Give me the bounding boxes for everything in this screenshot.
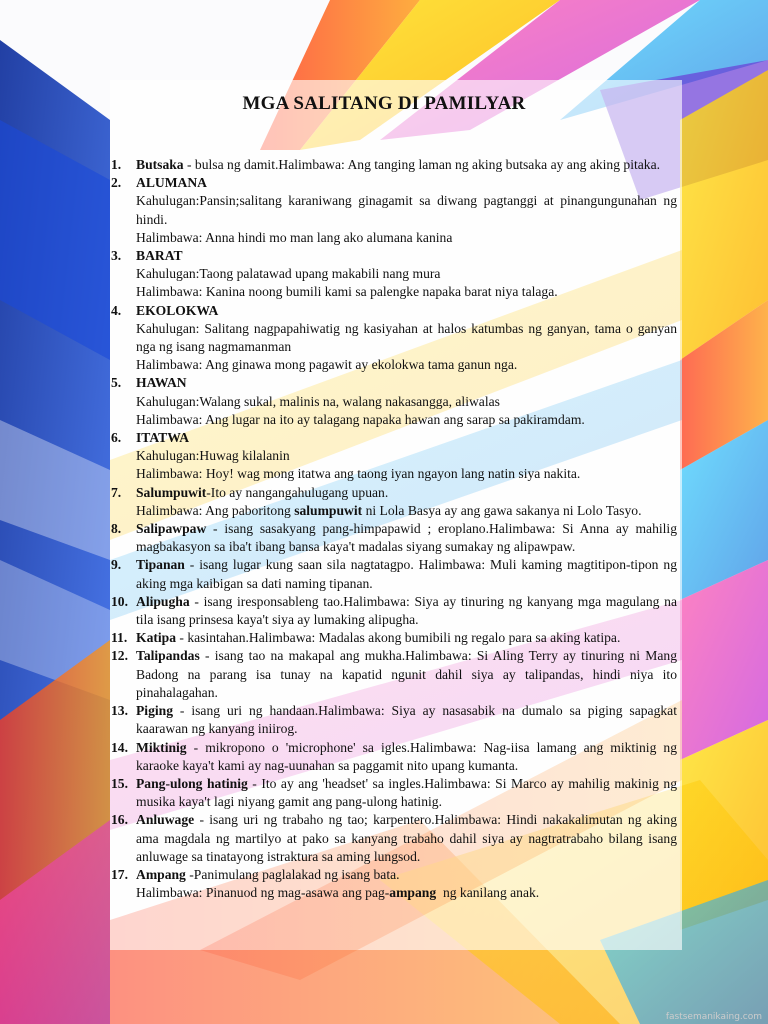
term-halimbawa: Halimbawa: Ang ginawa mong pagawit ay ekolokwa tama ganun nga. (136, 357, 518, 373)
term-text: -Ito ay nangangahulugang upuan. (206, 484, 389, 500)
term-word: EKOLOKWA (136, 302, 219, 318)
list-item: 9. Tipanan - isang lugar kung saan sila nagtatagpo. Halimbawa: Muli kaming magtitipon-tipon ng aking mga kaibigan sa dati naming tipanan. (111, 557, 677, 591)
term-text: - isang iresponsableng tao.Halimbawa: Siya ay tinuring ng kanyang mga magulang na tila isang prinsesa kaya't siya ay lumaking alipugha. (136, 593, 677, 628)
list-item: 15. Pang-ulong hatinig - Ito ay ang 'headset' sa ingles.Halimbawa: Si Marco ay mahilig makinig ng musika kaya't lagi niyang gamit ang pang-ulong hatinig. (111, 775, 678, 810)
document-title: MGA SALITANG DI PAMILYAR (242, 93, 526, 114)
term-word: Tipanan (136, 557, 185, 573)
term-word: HAWAN (136, 375, 187, 391)
list-item: 2. ALUMANA Kahulugan:Pansin;salitang karaniwang ginagamit sa diwang pagtanggi at pinangungunahan ng hindi. Halimbawa: Anna hindi mo man lang ako alumana kanina (111, 174, 677, 247)
term-list (111, 156, 677, 902)
term-word: Talipandas (136, 648, 200, 664)
list-item: 6. ITATWA Kahulugan:Huwag kilalanin Halimbawa: Hoy! wag mong itatwa ang taong iyan ngayon lang natin siya nakita. (111, 429, 677, 484)
list-item: 17. Ampang -Panimulang paglalakad ng isang bata. Halimbawa: Pinanuod ng mag-asawa ang pag-ampang ng kanilang anak. (111, 866, 677, 902)
term-text: - isang tao na makapal ang mukha.Halimbawa: Si Aling Terry ay tinuring ni Mang Badong na parang isa tunay na kapatid ngunit dahil siya ay talipandas, hindi niya ito pinahalagahan. (136, 648, 677, 700)
list-item: 16. Anluwage - isang uri ng trabaho ng tao; karpentero.Halimbawa: Hindi nakakalimutan ng aking ama magdala ng martilyo at pako sa kanyang trabaho dahil siya ay nagtratrabaho bilang isang anluwage sa tinatayong istraktura sa aming lungsod. (111, 812, 677, 864)
term-text: - kasintahan.Halimbawa: Madalas akong bumibili ng regalo para sa aking katipa. (176, 630, 621, 646)
term-word: ITATWA (136, 430, 190, 446)
term-word: Pang-ulong hatinig (136, 775, 248, 791)
term-word: Ampang (136, 866, 186, 882)
term-word: BARAT (136, 248, 183, 264)
term-word: ALUMANA (136, 175, 207, 191)
term-word: Piging (136, 703, 174, 719)
term-word: Miktinig (136, 739, 187, 755)
term-word: Alipugha (136, 593, 190, 609)
list-item: 10. Alipugha - isang iresponsableng tao.Halimbawa: Siya ay tinuring ng kanyang mga magulang na tila isang prinsesa kaya't siya ay lumaking alipugha. (111, 593, 677, 628)
list-item: 12. Talipandas - isang tao na makapal ang mukha.Halimbawa: Si Aling Terry ay tinuring ni Mang Badong na parang isa tunay na kapatid ngunit dahil siya ay talipandas, hindi niya ito pinahalagahan. (111, 648, 677, 700)
term-text: - Ito ay ang 'headset' sa ingles.Halimbawa: Si Marco ay mahilig makinig ng musika kaya't lagi niyang gamit ang pang-ulong hatinig. (136, 775, 678, 810)
term-halimbawa: Halimbawa: Hoy! wag mong itatwa ang taong iyan ngayon lang natin siya nakita. (136, 466, 581, 482)
term-word: Butsaka (136, 157, 184, 172)
term-text: - isang lugar kung saan sila nagtatagpo. Halimbawa: Muli kaming magtitipon-tipon ng aking mga kaibigan sa dati naming tipanan. (136, 557, 677, 591)
term-kahulugan: Kahulugan:Huwag kilalanin (136, 448, 290, 464)
term-text: - mikropono o 'microphone' sa igles.Halimbawa: Nag-iisa lamang ang miktinig ng karaoke kaya't kami ay nag-uunahan sa paggamit nito upang kumanta. (136, 739, 677, 773)
term-kahulugan: Kahulugan:Pansin;salitang karaniwang ginagamit sa diwang pagtanggi at pinangungunahan ng hindi. (136, 193, 677, 227)
term-word: Katipa (136, 630, 177, 646)
term-word: Salipawpaw (136, 521, 207, 537)
term-halimbawa: Halimbawa: Kanina noong bumili kami sa palengke napaka barat niya talaga. (136, 284, 558, 300)
term-text: - isang uri ng trabaho ng tao; karpentero.Halimbawa: Hindi nakakalimutan ng aking ama magdala ng martilyo at pako sa kanyang trabaho dahil siya ay nagtratrabaho bilang isang anluwage sa tinatayong istraktura sa aming lungsod. (136, 812, 677, 864)
watermark-text: fastsemanikaing.com (665, 1012, 762, 1022)
term-text: -Panimulang paglalakad ng isang bata. (185, 866, 400, 882)
list-item: 5. HAWAN Kahulugan:Walang sukal, malinis na, walang nakasangga, aliwalas Halimbawa: Ang lugar na ito ay talagang napaka hawan ang sarap sa pakiramdam. (111, 374, 677, 429)
list-item: 8. Salipawpaw - isang sasakyang pang-himpapawid ; eroplano.Halimbawa: Si Anna ay mahilig magbakasyon sa iba't ibang bansa kaya't madalas siyang sumakay ng alipawpaw. (111, 521, 677, 555)
term-halimbawa: Halimbawa: Anna hindi mo man lang ako alumana kanina (136, 229, 453, 245)
list-item: 1. Butsaka - bulsa ng damit.Halimbawa: Ang tanging laman ng aking butsaka ay ang aking pitaka. (111, 157, 661, 172)
term-text: - isang uri ng handaan.Halimbawa: Siya ay nasasabik na dumalo sa piging sapagkat kaarawan ng kanyang iniirog. (136, 703, 677, 737)
term-kahulugan: Kahulugan: Salitang nagpapahiwatig ng kasiyahan at halos katumbas ng ganyan, tama o ganyan nga ng isang nagmamanman (136, 320, 677, 355)
list-item: 13. Piging - isang uri ng handaan.Halimbawa: Siya ay nasasabik na dumalo sa piging sapagkat kaarawan ng kanyang iniirog. (111, 703, 677, 737)
term-halimbawa: Halimbawa: Pinanuod ng mag-asawa ang pag-ampang ng kanilang anak. (136, 885, 540, 901)
term-word: Anluwage (136, 812, 195, 828)
term-kahulugan: Kahulugan:Taong palatawad upang makabili nang mura (136, 266, 441, 282)
term-halimbawa: Halimbawa: Ang paboritong salumpuwit ni Lola Basya ay ang gawa sakanya ni Lolo Tasyo. (136, 502, 642, 518)
list-item: 14. Miktinig - mikropono o 'microphone' sa igles.Halimbawa: Nag-iisa lamang ang miktinig ng karaoke kaya't kami ay nag-uunahan sa paggamit nito upang kumanta. (111, 739, 677, 773)
term-text: - isang sasakyang pang-himpapawid ; eroplano.Halimbawa: Si Anna ay mahilig magbakasyon sa iba't ibang bansa kaya't madalas siyang sumakay ng alipawpaw. (136, 521, 677, 555)
list-item: 4. EKOLOKWA Kahulugan: Salitang nagpapahiwatig ng kasiyahan at halos katumbas ng ganyan, tama o ganyan nga ng isang nagmamanman Halimbawa: Ang ginawa mong pagawit ay ekolokwa tama ganun nga. (111, 302, 677, 375)
term-word: Salumpuwit (136, 484, 207, 500)
list-item: 7. Salumpuwit-Ito ay nangangahulugang upuan. Halimbawa: Ang paboritong salumpuwit ni Lola Basya ay ang gawa sakanya ni Lolo Tasyo. (111, 484, 677, 520)
list-item: 11. Katipa - kasintahan.Halimbawa: Madalas akong bumibili ng regalo para sa aking katipa. (111, 630, 621, 646)
list-item: 3. BARAT Kahulugan:Taong palatawad upang makabili nang mura Halimbawa: Kanina noong bumili kami sa palengke napaka barat niya talaga. (111, 247, 677, 302)
term-halimbawa: Halimbawa: Ang lugar na ito ay talagang napaka hawan ang sarap sa pakiramdam. (136, 411, 585, 427)
term-kahulugan: Kahulugan:Walang sukal, malinis na, walang nakasangga, aliwalas (136, 393, 500, 409)
term-text: - bulsa ng damit.Halimbawa: Ang tanging laman ng aking butsaka ay ang aking pitaka. (183, 157, 661, 172)
